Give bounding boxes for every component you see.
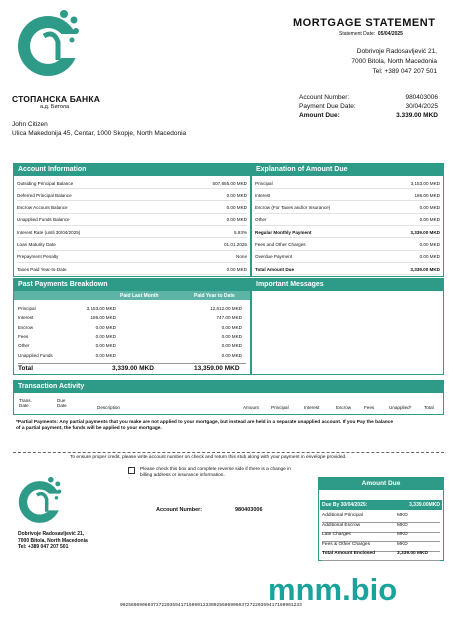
stub-checkbox[interactable] [128,467,135,474]
stub-amount-cell: Additional Principal [322,513,363,518]
stub-amount-row [322,551,440,561]
explanation-value: 0.00 MKD [419,205,440,211]
past-payment-cell: Interest [18,315,34,321]
stub-checkbox-text: Please check this box and complete reverse side if there is a change in billing address or insurance information. [140,467,291,478]
past-payment-cell: 0.00 MKD [221,343,242,349]
account-info-label: Interest Rate (until 30/04/2025) [17,229,81,235]
stub-amount-cell: MKD [397,513,408,518]
past-payment-cell: Unapplied Funds [18,352,53,358]
account-info-row [17,190,247,201]
explanation-value: 0.00 MKD [419,217,440,223]
past-payment-cell: 0.00 MKD [95,352,116,358]
account-info-row [17,227,247,238]
explanation-row [255,178,440,189]
stub-address: Dobrivoje Radosavljević 21, 7000 Bitola, North Macedonia Tel: +389 047 207 501 [18,531,88,550]
stub-amount-row [322,513,440,523]
account-info-label: Loan Maturity Date [17,242,56,247]
account-info-label: Prepayment Penalty [17,254,59,260]
explanation-row [255,240,440,251]
account-number: 980403006 [405,94,438,101]
statement-date: Statement Date: 05/04/2025 [339,31,403,37]
past-payment-cell: 0.00 MKD [95,333,116,339]
past-payment-cell: 0.00 MKD [95,324,116,330]
explanation-label: Interest [255,192,271,198]
account-info-row [17,252,247,263]
bank-sub: а.д. Битола [40,104,70,110]
explanation-title: Explanation of Amount Due [252,164,443,176]
bank-address-1: Dobrivoje Radosavljević 21, [356,48,437,55]
account-info-label: Deferred Principal Balance [17,192,72,198]
past-payment-row [18,306,246,315]
explanation-row [255,264,440,275]
partial-payments-note: *Partial Payments: Any partial payments that you make are not applied to your mortgage, but instead are held in a separate unapplied account. If you Pay the balance of a partial payment, the funds will be applied to your mortgage. [16,420,394,431]
explanation-label: Fees and Other Charges [255,242,306,247]
explanation-row [255,190,440,201]
account-info-label: Taxes Paid Year-to-Date [17,266,67,272]
account-info-value: 0.00 MKD [226,192,247,198]
explanation-value: 186.00 MKD [414,192,440,198]
explanation-row [255,203,440,214]
past-payment-cell: 12,612.00 MKD [210,306,242,311]
statement-title: MORTGAGE STATEMENT [293,17,436,29]
stub-amount-cell: Additional Escrow [322,522,361,528]
account-info-row [17,264,247,275]
explanation-row [255,227,440,238]
past-payment-cell: Principal [18,306,36,311]
stub-logo [16,474,62,530]
stub-amount-due-title: Amount Due [319,478,443,490]
past-payment-cell: Other [18,343,30,349]
explanation-value: 0.00 MKD [419,242,440,247]
past-total-row: Total 3,339.00 MKD 13,359.00 MKD [18,363,246,372]
past-payment-cell: 3,153.00 MKD [86,306,116,311]
account-info-value: 507,855.00 MKD [212,180,247,186]
stub-amount-cell: MKD [397,541,408,547]
account-info-title: Account Information [14,164,250,176]
account-summary: Account Number: 980403006 Payment Due Date: 30/04/2025 Amount Due: 3.339.00 MKD [299,94,438,119]
past-payment-cell: 0.00 MKD [221,333,242,339]
explanation-label: Principal [255,180,273,186]
account-info-row [17,215,247,226]
account-info-label: Unapplied Funds Balance [17,217,70,223]
explanation-value: 3,339.00 MKD [410,229,440,235]
account-info-row [17,240,247,251]
account-info-row [17,203,247,214]
past-payment-row [18,315,246,324]
stub-instruction: To ensure proper credit, please write account number on check and return this stub along with your payment in envelope provided. [70,455,347,460]
explanation-value: 3,339.00 MKD [410,266,440,272]
stub-amount-cell: Fees & Other Charges [322,541,370,547]
account-info-value: 0.00 MKD [226,205,247,211]
col-paid-last-month: Paid Last Month [120,293,159,299]
account-info-label: Escrow Account Balance [17,205,68,211]
stub-amount-row [322,542,440,552]
past-payment-cell: 0.00 MKD [221,324,242,330]
important-panel [251,278,444,375]
bank-name: СТОПАНСКА БАНКА [12,94,101,104]
payment-due-date: 30/04/2025 [405,103,438,110]
stub-account-label: Account Number: [156,507,203,513]
watermark: mnm.bio [268,572,398,607]
past-payment-cell: 0.00 MKD [221,352,242,358]
stub-amount-cell: MKD [397,522,408,528]
account-info-row [17,178,247,189]
account-info-panel [13,163,251,277]
explanation-value: 3,153.00 MKD [410,180,440,186]
bank-tel: Tel: +389 047 207 501 [372,68,437,75]
bank-address-2: 7000 Bitola, North Macedonia [351,58,437,65]
account-info-value: 0.00 MKD [226,266,247,272]
past-payment-row [18,325,246,334]
explanation-label: Regular Monthly Payment [255,229,312,235]
explanation-label: Escrow (For Taxes and/or Insurance) [255,205,331,211]
transaction-panel: Transaction Activity Trans. Date Due Date Description Amount Principal Interest Escrow Fees Unapplied* Total [13,380,444,415]
explanation-label: Total Amount Due [255,266,295,272]
stub-due-by-row: Due By 30/04/2025: 3,339.00MKD [322,502,440,508]
account-info-value: None [236,254,247,260]
account-info-value: 01.01.2025 [224,242,247,247]
past-payment-cell: 0.00 MKD [95,343,116,349]
stub-amount-cell: Late Charges [322,532,351,537]
past-payments-title: Past Payments Breakdown [14,279,250,291]
stub-account-number: 980403006 [235,507,263,513]
bank-logo [14,6,80,86]
explanation-value: 0.00 MKD [419,254,440,260]
past-payment-row [18,353,246,362]
customer-address: Ulica Makedonija 45, Centar, 1000 Skopje, North Macedonia [12,130,187,137]
stub-barcode-number: 002560690603727220359417160901233002560690603727220359417160901233 [120,603,302,608]
stub-amount-cell: Total Amount Enclosed [322,551,376,556]
explanation-row [255,215,440,226]
cut-line [13,452,444,453]
stub-amount-cell: 3,339.00 MKD [397,551,428,556]
past-payment-cell: 747.00 MKD [216,315,242,321]
col-paid-ytd: Paid Year to Date [194,293,235,299]
past-payment-cell: Fees [18,333,29,339]
past-payment-row [18,343,246,352]
customer-name: John Citizen [12,121,48,128]
explanation-label: Overdue Payment [255,254,293,260]
past-payment-row [18,334,246,343]
stub-amount-row [322,532,440,542]
amount-due: 3.339.00 MKD [396,112,438,119]
explanation-row [255,252,440,263]
transaction-title: Transaction Activity [14,381,443,393]
past-payment-cell: 186.00 MKD [90,315,116,321]
account-info-value: 5.93% [233,229,247,235]
stub-amount-row [322,523,440,533]
explanation-panel [251,163,444,277]
account-info-value: 0.00 MKD [226,217,247,223]
stub-amount-cell: MKD [397,532,408,537]
stub-amount-due-panel [318,477,444,561]
important-title: Important Messages [252,279,443,291]
explanation-label: Other [255,217,267,223]
past-payments-panel [13,278,251,375]
account-info-label: Outsiding Principal Balance [17,180,74,186]
past-payment-cell: Escrow [18,324,34,330]
